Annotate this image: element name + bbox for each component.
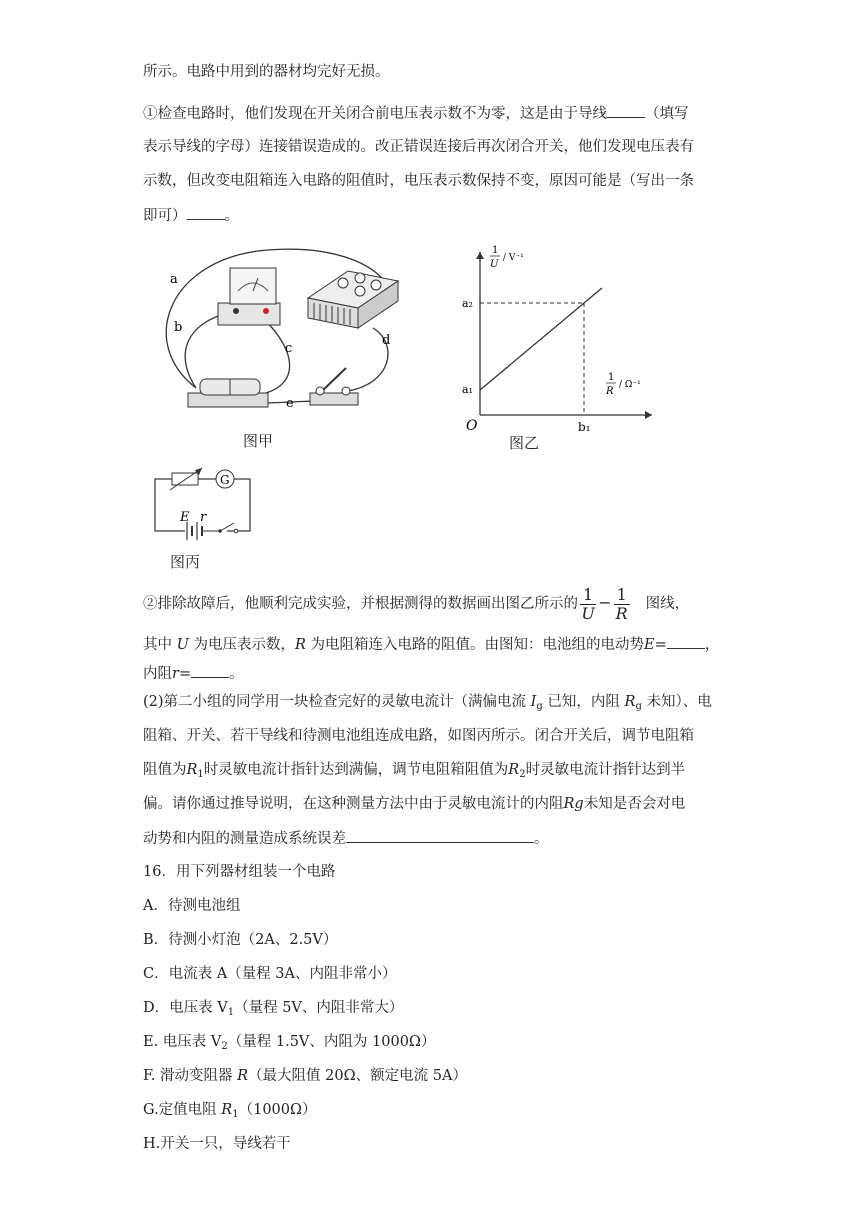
text-line: 偏。请你通过推导说明，在这种测量方法中由于灵敏电流计的内阻Rg未知是否会对电 bbox=[143, 796, 686, 812]
svg-text:E: E bbox=[180, 510, 190, 525]
svg-text:/ V⁻¹: / V⁻¹ bbox=[503, 253, 524, 263]
answer-blank-error[interactable] bbox=[346, 828, 534, 843]
wire-label-b: b bbox=[174, 320, 183, 335]
answer-blank[interactable] bbox=[607, 103, 645, 118]
option-h: H.开关一只，导线若干 bbox=[143, 1136, 291, 1152]
text-line: 即可） 。 bbox=[143, 205, 239, 226]
svg-text:G: G bbox=[220, 473, 230, 487]
label-b1: b₁ bbox=[578, 420, 591, 434]
caption-yi: 图乙 bbox=[509, 434, 540, 452]
svg-text:1: 1 bbox=[492, 245, 499, 256]
svg-text:r: r bbox=[200, 510, 207, 525]
text-line: 其中 U 为电压表示数，R 为电阻箱连入电路的阻值。由图知：电池组的电动势E= ， bbox=[143, 634, 719, 655]
question-16-title: 16．用下列器材组装一个电路 bbox=[143, 864, 336, 880]
text-line: 阻值为$R_1$时灵敏电流计指针达到满偏，调节电阻箱阻值为$R_2$时灵敏电流计指针达到半 bbox=[143, 762, 686, 780]
fraction-1-over-R: $\frac{1}{R}$ bbox=[614, 586, 630, 623]
label-a1: a₁ bbox=[462, 383, 473, 396]
option-a: A．待测电池组 bbox=[143, 898, 241, 914]
caption-bing: 图丙 bbox=[170, 553, 201, 571]
wire-label-d: d bbox=[382, 333, 391, 348]
svg-text:/ Ω⁻¹: / Ω⁻¹ bbox=[619, 380, 641, 390]
answer-blank-E[interactable] bbox=[667, 634, 705, 649]
wire-label-a: a bbox=[170, 272, 178, 287]
option-d: D．电压表 $V_1$（量程 5V、内阻非常大） bbox=[143, 1000, 404, 1018]
wire-label-e: e bbox=[286, 396, 294, 411]
resistance-box-symbol bbox=[172, 473, 198, 485]
text-line: 示数，但改变电阻箱连入电路的阻值时，电压表示数保持不变，原因可能是（写出一条 bbox=[143, 173, 694, 189]
label-origin: O bbox=[466, 418, 478, 434]
wire-label-c: c bbox=[285, 341, 293, 356]
text-line: 内阻r= 。 bbox=[143, 663, 244, 684]
figure-bing-circuit bbox=[150, 466, 260, 546]
text-line: 所示。电路中用到的器材均完好无损。 bbox=[143, 64, 390, 80]
svg-text:1: 1 bbox=[608, 372, 615, 383]
figure-yi-graph bbox=[462, 240, 662, 435]
svg-text:U: U bbox=[490, 259, 499, 270]
text-line: ①检查电路时，他们发现在开关闭合前电压表示数不为零，这是由于导线 （填写 bbox=[143, 103, 689, 124]
svg-text:R: R bbox=[606, 386, 614, 397]
text-line: 动势和内阻的测量造成系统误差 。 bbox=[143, 828, 549, 849]
switch-base bbox=[310, 393, 358, 405]
caption-jia: 图甲 bbox=[243, 432, 274, 450]
text-line: 表示导线的字母）连接错误造成的。改正错误连接后再次闭合开关，他们发现电压表有 bbox=[143, 139, 694, 155]
text-line: (2)第二小组的同学用一块检查完好的灵敏电流计（满偏电流 $I_g$ 已知，内阻 $R_g$ 未知）、电 bbox=[143, 694, 712, 712]
voltmeter-base bbox=[218, 303, 280, 325]
option-b: B．待测小灯泡（2A、2.5V） bbox=[143, 932, 338, 948]
option-g: G.定值电阻 $R_1(1000\Omega)$ bbox=[143, 1102, 317, 1120]
text-line: ②排除故障后，他顺利完成实验，并根据测得的数据画出图乙所示的 $\frac{1}{U}$ − $\frac{1}{R}$ 图线， bbox=[143, 584, 690, 623]
answer-blank-r[interactable] bbox=[191, 663, 229, 678]
voltmeter-face bbox=[230, 268, 276, 304]
label-a2: a₂ bbox=[462, 297, 473, 310]
fraction-1-over-U: $\frac{1}{U}$ bbox=[581, 584, 595, 623]
option-f: F. 滑动变阻器 R（最大阻值 20Ω、额定电流 5A） bbox=[143, 1068, 467, 1084]
option-e: E. 电压表 $V_2$（量程 1.5V、内阻为 1000Ω） bbox=[143, 1034, 436, 1052]
text-line: 阻箱、开关、若干导线和待测电池组连成电路，如图丙所示。闭合开关后，调节电阻箱 bbox=[143, 728, 694, 744]
option-c: C．电流表 A（量程 3A、内阻非常小） bbox=[143, 966, 397, 982]
figure-jia-apparatus bbox=[148, 243, 408, 418]
answer-blank[interactable] bbox=[187, 205, 225, 220]
